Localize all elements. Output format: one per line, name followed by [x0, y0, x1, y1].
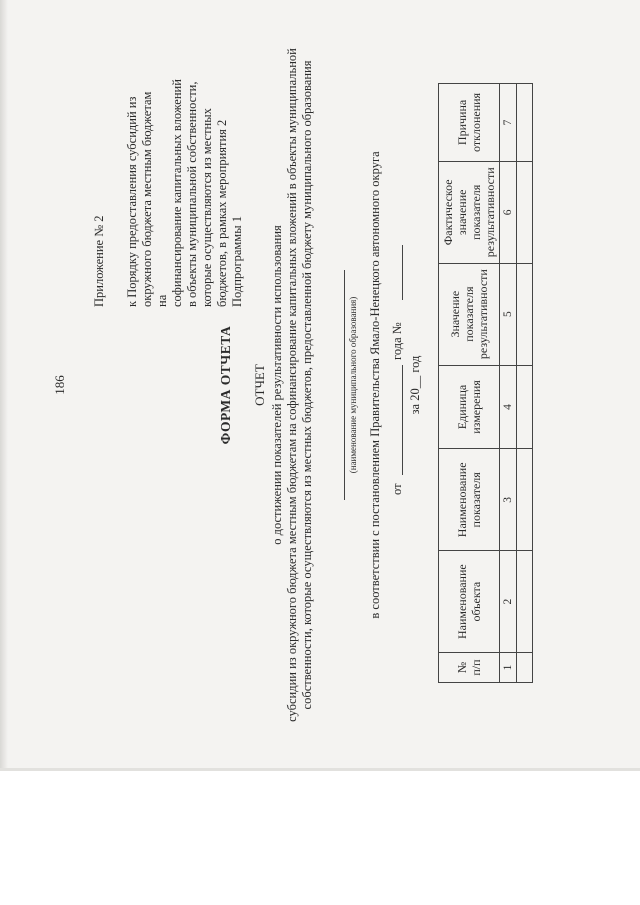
header-indicator-name: Наименование показателя	[439, 449, 500, 551]
period-label: за 20__ год	[408, 355, 422, 415]
table-cell: 6	[500, 161, 517, 263]
number-blank-line	[402, 245, 403, 300]
header-unit: Единица измерения	[439, 365, 500, 449]
municipality-caption: (наименование муниципального образования)	[348, 296, 358, 474]
report-table	[438, 83, 533, 683]
table-column-numbers-row	[500, 84, 517, 683]
date-blank-line	[402, 365, 403, 475]
table-cell: 7	[500, 84, 517, 162]
decree-text: в соответствии с постановлением Правительства Ямало-Ненецкого автономного округа	[368, 151, 382, 619]
municipality-name-line	[344, 270, 345, 500]
rotated-page-content	[30, 5, 610, 765]
table-cell	[517, 449, 533, 551]
table-cell: 2	[500, 551, 517, 653]
table-cell	[517, 551, 533, 653]
table-row	[517, 84, 533, 683]
header-deviation-reason: Причина отклонения	[439, 84, 500, 162]
appendix-title: Приложение № 2	[92, 215, 106, 307]
header-actual-value: Фактическое значение показателя результативности	[439, 161, 500, 263]
table-cell	[517, 365, 533, 449]
header-indicator-value: Значение показателя результативности	[439, 263, 500, 365]
table-cell: 1	[500, 653, 517, 683]
table-cell	[517, 84, 533, 162]
table-cell	[517, 263, 533, 365]
table-cell: 5	[500, 263, 517, 365]
table-cell	[517, 653, 533, 683]
from-label: от	[390, 483, 404, 495]
report-subtitle: о достижении показателей результативности использования субсидии из окружного бюджета местным бюджетам на софинансирование капитальных вложений в объекты муниципальной собственности, которые осуществляются из местных бюджетов, предоставленной бюджету муниципального образования	[270, 48, 314, 722]
table-cell	[517, 161, 533, 263]
form-title: ФОРМА ОТЧЕТА	[218, 325, 233, 445]
report-title: ОТЧЕТ	[252, 364, 267, 406]
table-cell: 3	[500, 449, 517, 551]
header-object-name: Наименование объекта	[439, 551, 500, 653]
page-bottom-edge	[0, 768, 640, 771]
table-header-row	[439, 84, 500, 683]
appendix-text: к Порядку предоставления субсидий из окружного бюджета местным бюджетам на софинансирование капитальных вложений в объекты муниципальной собственности, которые осуществляются из местных бюджетов, в рамках мероприятия 2 Подпрограммы 1	[125, 79, 244, 307]
header-row-number: № п/п	[439, 653, 500, 683]
table-cell: 4	[500, 365, 517, 449]
year-number-label: года №	[390, 322, 404, 360]
page-number: 186	[52, 375, 67, 395]
page-edge-shadow	[0, 0, 8, 770]
